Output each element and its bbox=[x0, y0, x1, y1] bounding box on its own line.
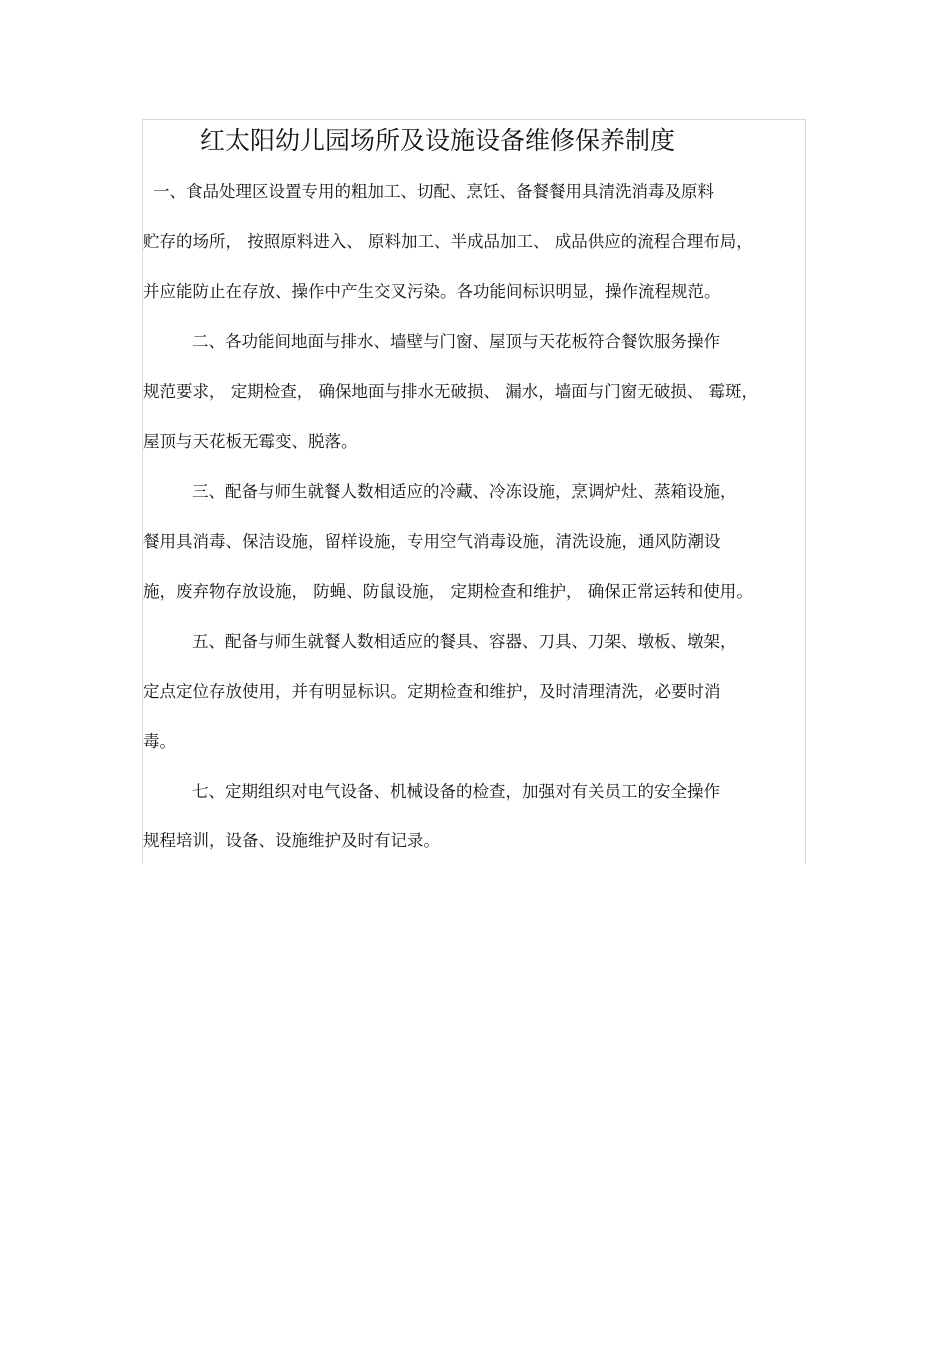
paragraph-2-line-2: 规范要求， 定期检查， 确保地面与排水无破损、 漏水，墙面与门窗无破损、 霉斑， bbox=[143, 382, 758, 401]
paragraph-5-line-2: 规程培训，设备、设施维护及时有记录。 bbox=[143, 831, 440, 850]
paragraph-4-line-1: 五、配备与师生就餐人数相适应的餐具、容器、刀具、刀架、墩板、墩架， bbox=[192, 632, 737, 651]
paragraph-4-line-3: 毒。 bbox=[143, 732, 176, 751]
paragraph-3-line-3: 施，废弃物存放设施， 防蝇、防鼠设施， 定期检查和维护， 确保正常运转和使用。 bbox=[143, 582, 753, 601]
paragraph-4-line-2: 定点定位存放使用，并有明显标识。定期检查和维护，及时清理清洗，必要时消 bbox=[143, 682, 721, 701]
paragraph-3-line-2: 餐用具消毒、保洁设施，留样设施，专用空气消毒设施，清洗设施，通风防潮设 bbox=[143, 532, 721, 551]
paragraph-2-line-3: 屋顶与天花板无霉变、脱落。 bbox=[143, 432, 358, 451]
paragraph-1-line-2: 贮存的场所， 按照原料进入、 原料加工、半成品加工、 成品供应的流程合理布局， bbox=[143, 232, 753, 251]
paragraph-1-line-3: 并应能防止在存放、操作中产生交叉污染。各功能间标识明显，操作流程规范。 bbox=[143, 282, 721, 301]
paragraph-3-line-1: 三、配备与师生就餐人数相适应的冷藏、冷冻设施，烹调炉灶、蒸箱设施， bbox=[192, 482, 737, 501]
paragraph-5-line-1: 七、定期组织对电气设备、机械设备的检查，加强对有关员工的安全操作 bbox=[192, 782, 720, 801]
paragraph-2-line-1: 二、各功能间地面与排水、墙壁与门窗、屋顶与天花板符合餐饮服务操作 bbox=[192, 332, 720, 351]
paragraph-1-line-1: 一、食品处理区设置专用的粗加工、切配、烹饪、备餐餐用具清洗消毒及原料 bbox=[153, 182, 714, 201]
document-title: 红太阳幼儿园场所及设施设备维修保养制度 bbox=[200, 126, 676, 155]
